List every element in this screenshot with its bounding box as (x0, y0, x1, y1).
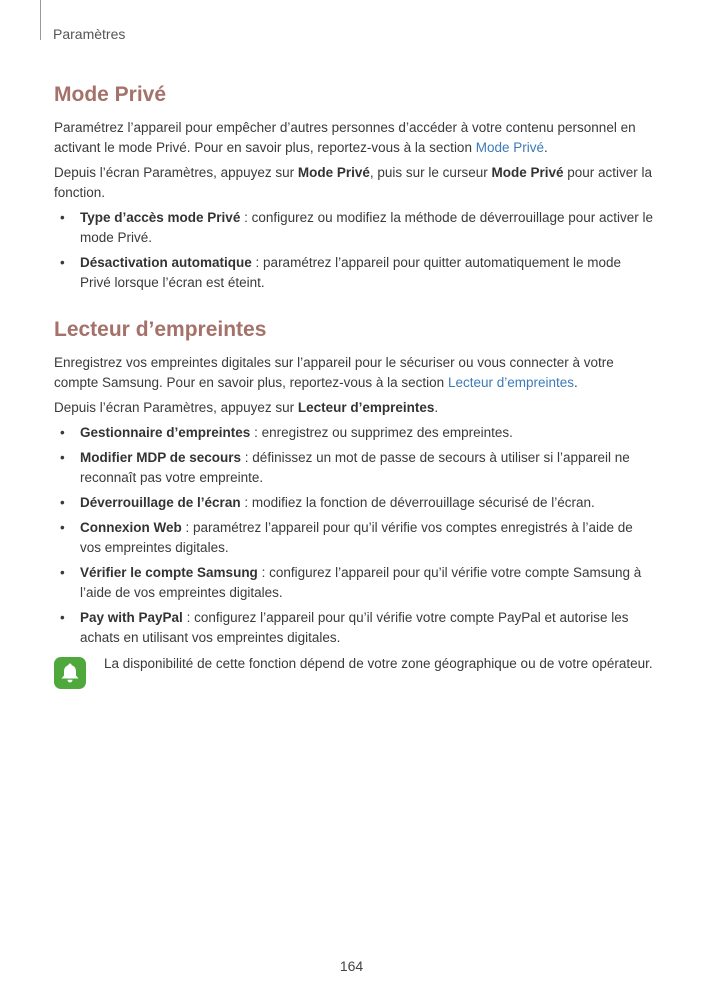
option-desc: : paramétrez l’appareil pour quitter automatiquement le mode Privé lorsque l’écran est éteint. (80, 255, 621, 290)
option-term: Déverrouillage de l’écran (80, 495, 241, 510)
bullet: • (60, 450, 65, 465)
option-term: Connexion Web (80, 520, 182, 535)
mode-prive-options-list (54, 208, 654, 293)
intro-text: Enregistrez vos empreintes digitales sur l’appareil pour le sécuriser ou vous connecter à votre compte Samsung. Pour en savoir plus, reportez-vous à la section (54, 355, 614, 390)
option-desc: : paramétrez l’appareil pour qu’il vérifie vos comptes enregistrés à l’aide de vos empreintes digitales. (80, 520, 633, 555)
option-desc: : modifiez la fonction de déverrouillage sécurisé de l’écran. (240, 495, 595, 510)
lecteur-intro (54, 353, 654, 393)
list-item (54, 563, 654, 603)
bell-icon-glyph (61, 663, 79, 683)
instruction-text: Depuis l’écran Paramètres, appuyez sur (54, 400, 298, 415)
lecteur-instruction (54, 398, 654, 418)
lecteur-options-list (54, 423, 654, 648)
note-box (54, 654, 654, 694)
intro-text: Paramétrez l’appareil pour empêcher d’autres personnes d’accéder à votre contenu personnel en activant le mode Privé. Pour en savoir plus, reportez-vous à la section (54, 120, 636, 155)
intro-text-end: . (544, 140, 548, 155)
bell-icon (54, 657, 86, 689)
list-item (54, 253, 654, 293)
header-rule (40, 0, 41, 40)
list-item (54, 423, 654, 443)
option-desc: : configurez l’appareil pour qu’il vérifie votre compte Samsung à l’aide de vos empreintes digitales. (80, 565, 642, 600)
running-head: Paramètres (53, 26, 126, 42)
bullet: • (60, 610, 65, 625)
list-item (54, 493, 654, 513)
mode-prive-instruction (54, 163, 654, 203)
mode-prive-intro (54, 118, 654, 158)
note-text: La disponibilité de cette fonction dépend de votre zone géographique ou de votre opérateur. (104, 656, 653, 671)
option-term: Type d’accès mode Privé (80, 210, 241, 225)
intro-text-end: . (574, 375, 578, 390)
section-title-mode-prive: Mode Privé (54, 83, 167, 106)
link-mode-prive[interactable]: Mode Privé (475, 140, 544, 155)
instruction-bold: Mode Privé (297, 165, 370, 180)
page-content (54, 82, 654, 694)
page-number: 164 (339, 958, 364, 974)
instruction-bold: Mode Privé (491, 165, 564, 180)
option-term: Pay with PayPal (80, 610, 183, 625)
instruction-bold: Lecteur d’empreintes (297, 400, 435, 415)
list-item (54, 448, 654, 488)
instruction-text: . (434, 400, 439, 415)
list-item (54, 208, 654, 248)
option-term: Désactivation automatique (80, 255, 252, 270)
instruction-text: Depuis l’écran Paramètres, appuyez sur (54, 165, 298, 180)
bullet: • (60, 210, 65, 225)
option-term: Vérifier le compte Samsung (80, 565, 258, 580)
bullet: • (60, 520, 65, 535)
instruction-text: pour activer la fonction. (54, 165, 653, 200)
option-desc: : configurez ou modifiez la méthode de déverrouillage pour activer le mode Privé. (80, 210, 654, 245)
option-desc: : enregistrez ou supprimez des empreintes. (250, 425, 513, 440)
bullet: • (60, 565, 65, 580)
bullet: • (60, 425, 65, 440)
list-item (54, 608, 654, 648)
option-desc: : configurez l’appareil pour qu’il vérifie votre compte PayPal et autorise les achats en utilisant vos empreintes digitales. (80, 610, 629, 645)
list-item (54, 518, 654, 558)
link-lecteur-empreintes[interactable]: Lecteur d’empreintes (447, 375, 575, 390)
section-title-lecteur-empreintes: Lecteur d’empreintes (54, 318, 267, 341)
bullet: • (60, 495, 65, 510)
option-term: Gestionnaire d’empreintes (80, 425, 251, 440)
bullet: • (60, 255, 65, 270)
option-term: Modifier MDP de secours (80, 450, 242, 465)
option-desc: : définissez un mot de passe de secours à utiliser si l’appareil ne reconnaît pas votre empreinte. (80, 450, 630, 485)
instruction-text: , puis sur le curseur (369, 165, 492, 180)
